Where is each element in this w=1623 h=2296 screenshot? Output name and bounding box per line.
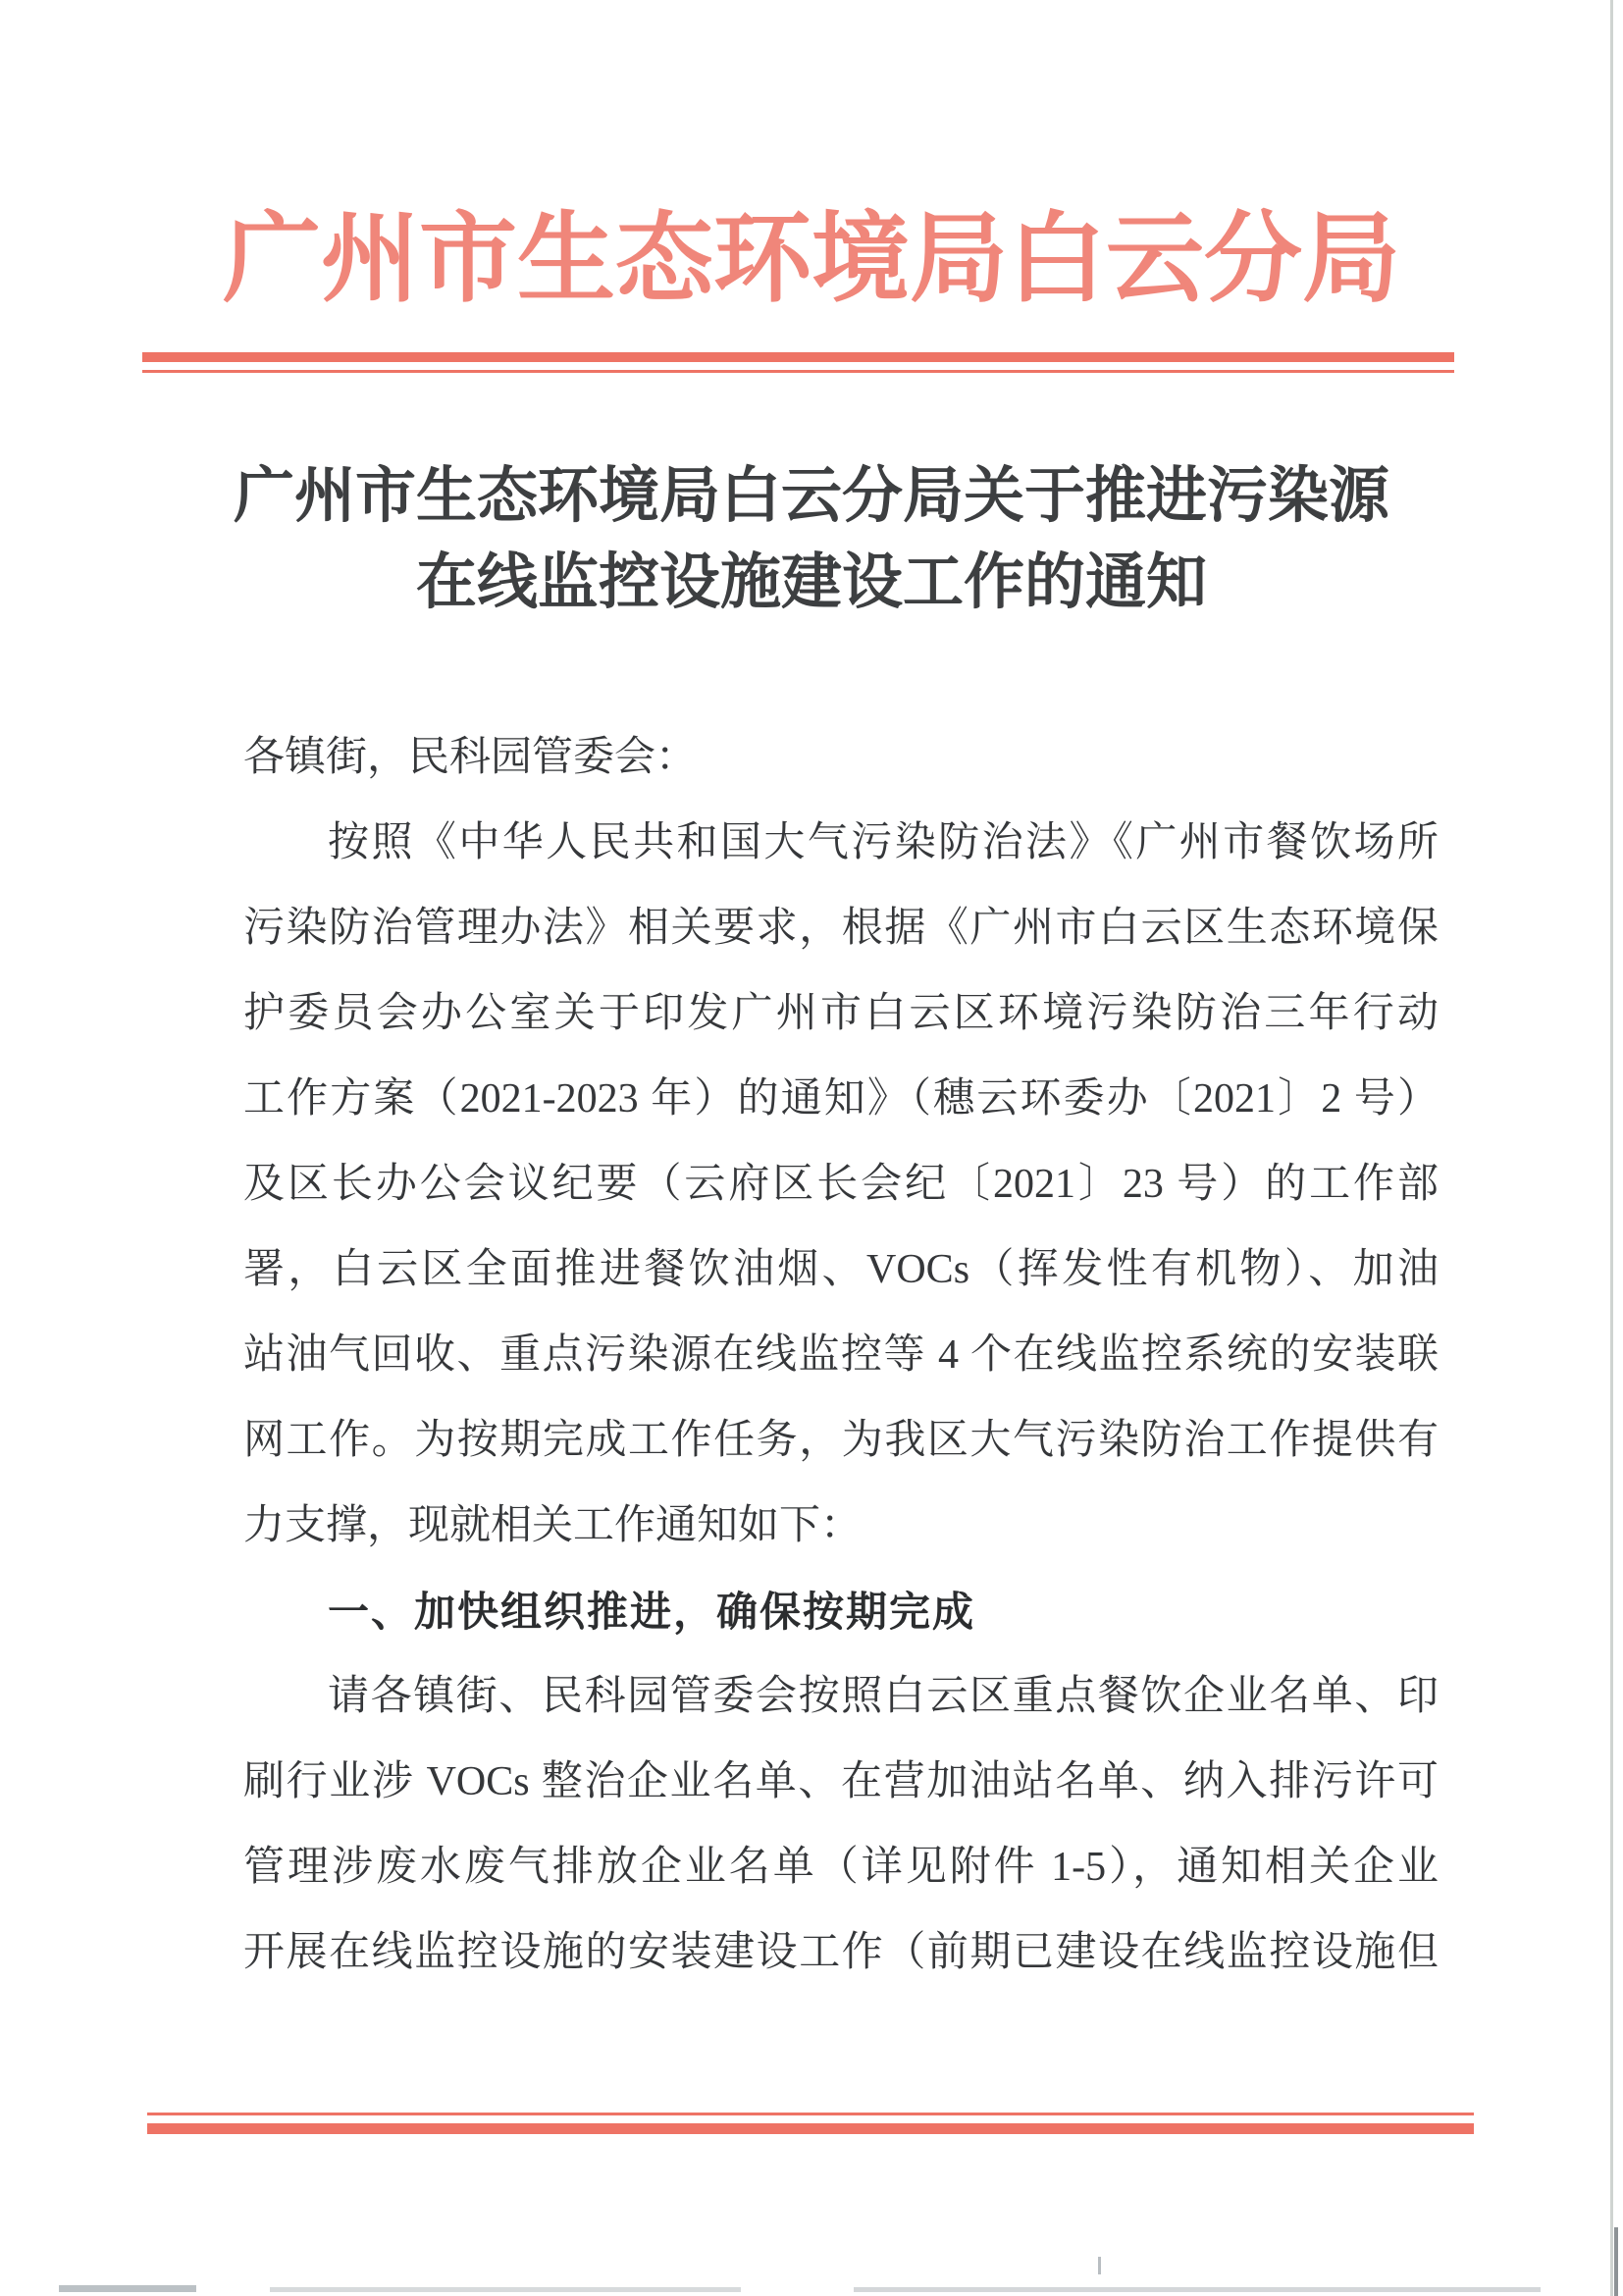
scan-artifact [270,2287,741,2292]
document-title [177,453,1446,626]
body-line: 管理涉废水废气排放企业名单（详见附件 1-5），通知相关企业 [243,1845,1439,1890]
body-line: 网工作。为按期完成工作任务，为我区大气污染防治工作提供有 [243,1418,1439,1463]
title-line-1: 广州市生态环境局白云分局关于推进污染源 [233,463,1389,530]
salutation-line: 各镇街，民科园管委会： [243,735,698,780]
letterhead-rule-thin [142,370,1454,373]
body-line: 护委员会办公室关于印发广州市白云区环境污染防治三年行动 [243,991,1439,1036]
body-line: 力支撑，现就相关工作通知如下： [243,1503,863,1548]
scan-artifact [1098,2257,1101,2274]
footer-rule-thin [147,2113,1474,2115]
scan-artifact [59,2285,196,2292]
scan-artifact [854,2287,1541,2292]
body-line: 开展在线监控设施的安装建设工作（前期已建设在线监控设施但 [243,1930,1439,1975]
document-body [243,715,1439,1996]
body-line: 刷行业涉 VOCs 整治企业名单、在营加油站名单、纳入排污许可 [243,1759,1439,1804]
body-line: 及区长办公会议纪要（云府区长会纪〔2021〕23 号）的工作部 [243,1162,1439,1207]
letterhead-agency-name: 广州市生态环境局白云分局 [223,205,1400,314]
section-heading: 一、加快组织推进，确保按期完成 [328,1589,976,1635]
body-line: 站油气回收、重点污染源在线监控等 4 个在线监控系统的安装联 [243,1332,1439,1378]
letterhead-rule-thick [142,352,1454,362]
title-line-2: 在线监控设施建设工作的通知 [415,549,1207,616]
body-line: 工作方案（2021-2023 年）的通知》（穗云环委办〔2021〕2 号） [243,1076,1439,1122]
footer-rule-thick [147,2123,1474,2134]
body-line: 署，白云区全面推进餐饮油烟、VOCs（挥发性有机物）、加油 [243,1247,1439,1292]
body-line: 污染防治管理办法》相关要求，根据《广州市白云区生态环境保 [243,906,1439,951]
body-line: 按照《中华人民共和国大气污染防治法》《广州市餐饮场所 [328,820,1439,865]
scan-edge-line [1610,0,1613,2296]
scan-edge-artifact [1614,2227,1618,2296]
body-line: 请各镇街、民科园管委会按照白云区重点餐饮企业名单、印 [328,1674,1439,1719]
